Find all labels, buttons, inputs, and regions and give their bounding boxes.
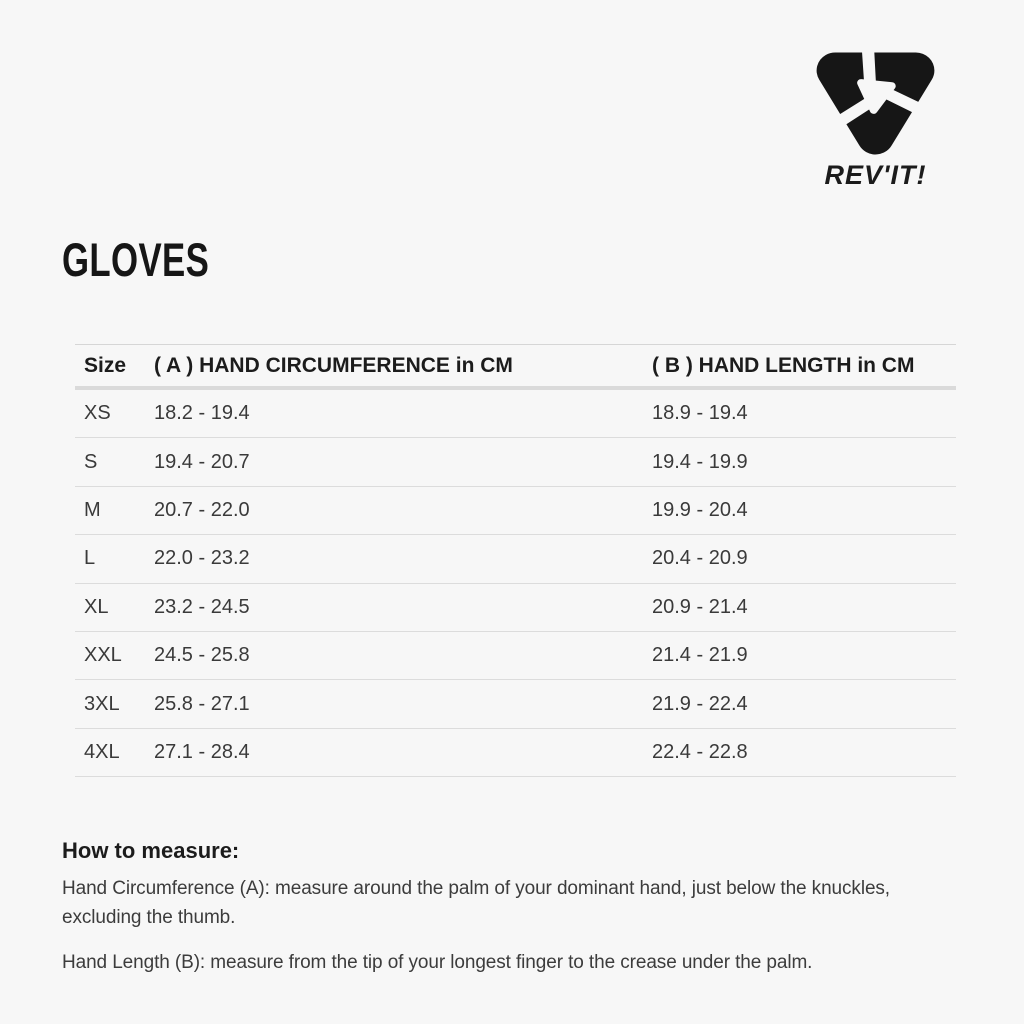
table-row: [75, 487, 956, 535]
hand-length-note: Hand Length (B): measure from the tip of your longest finger to the crease under the palm.: [62, 952, 813, 973]
hand-length-cell: 22.4 - 22.8: [652, 740, 748, 763]
size-cell: L: [84, 547, 96, 570]
hand-length-cell: 19.9 - 20.4: [652, 498, 748, 521]
table-row: [75, 390, 956, 438]
hand-circumference-note-line1: Hand Circumference (A): measure around the palm of your dominant hand, just below the knuckles,: [62, 878, 890, 899]
hand-circumference-cell: 20.7 - 22.0: [154, 498, 250, 521]
table-row: [75, 729, 956, 777]
hand-length-cell: 20.4 - 20.9: [652, 547, 748, 570]
hand-length-cell: 18.9 - 19.4: [652, 402, 748, 425]
size-cell: XS: [84, 402, 111, 425]
size-cell: M: [84, 498, 101, 521]
hand-length-cell: 20.9 - 21.4: [652, 595, 748, 618]
hand-circumference-cell: 22.0 - 23.2: [154, 547, 250, 570]
hand-circumference-cell: 27.1 - 28.4: [154, 740, 250, 763]
hand-circumference-cell: 19.4 - 20.7: [154, 450, 250, 473]
hand-circumference-cell: 24.5 - 25.8: [154, 644, 250, 667]
size-cell: XL: [84, 595, 109, 618]
table-row: [75, 584, 956, 632]
brand-logo: [798, 18, 953, 191]
hand-length-cell: 21.4 - 21.9: [652, 644, 748, 667]
hand-circumference-cell: 18.2 - 19.4: [154, 402, 250, 425]
table-row: [75, 632, 956, 680]
hand-length-cell: 21.9 - 22.4: [652, 692, 748, 715]
column-header-hand-length: ( B ) HAND LENGTH in CM: [652, 353, 915, 377]
hand-circumference-note-line2: excluding the thumb.: [62, 907, 236, 928]
size-cell: 3XL: [84, 692, 120, 715]
hand-circumference-cell: 25.8 - 27.1: [154, 692, 250, 715]
how-to-measure-heading: How to measure:: [62, 838, 240, 863]
size-table-body: [75, 390, 956, 777]
hand-circumference-note: [62, 874, 942, 932]
column-header-hand-circumference: ( A ) HAND CIRCUMFERENCE in CM: [154, 353, 513, 377]
table-row: [75, 535, 956, 583]
column-header-size: Size: [84, 353, 127, 377]
hand-circumference-cell: 23.2 - 24.5: [154, 595, 250, 618]
size-table-header-row: [75, 344, 956, 390]
size-cell: 4XL: [84, 740, 120, 763]
revit-triskelion-icon: [798, 18, 953, 168]
size-table: [75, 344, 956, 777]
brand-logo-text: REV'IT!: [824, 160, 927, 190]
table-row: [75, 680, 956, 728]
size-cell: XXL: [84, 644, 122, 667]
how-to-measure-section: [62, 838, 942, 977]
size-cell: S: [84, 450, 98, 473]
page-title: GLOVES: [62, 233, 210, 286]
hand-length-cell: 19.4 - 19.9: [652, 450, 748, 473]
table-row: [75, 438, 956, 486]
